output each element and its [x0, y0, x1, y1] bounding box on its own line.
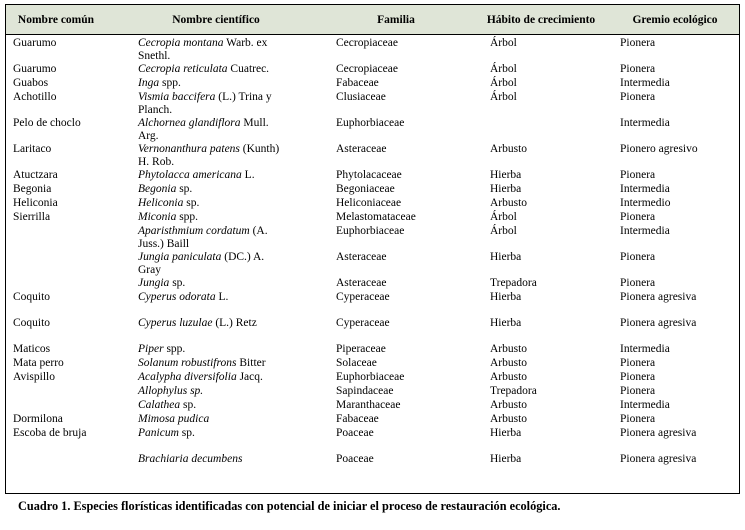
species-name: Cyperus luzulae — [138, 317, 213, 329]
table-row — [6, 371, 739, 385]
species-name: Vernonanthura patens — [138, 143, 240, 155]
table-row — [6, 183, 739, 197]
common-name-cell: Laritaco — [13, 143, 52, 155]
scientific-name-cell — [138, 453, 290, 466]
species-name: Inga — [138, 77, 160, 89]
scientific-name-cell — [138, 197, 290, 210]
table-caption: Cuadro 1. Especies florísticas identificadas con potencial de iniciar el proceso de restauración ecológica. — [18, 499, 561, 513]
scientific-name-cell — [138, 91, 290, 116]
table-row — [6, 37, 739, 63]
ecological-guild-cell: Pionera — [620, 277, 656, 289]
species-author: (L.) Trina y Planch. — [138, 91, 272, 116]
growth-habit-cell: Hierba — [490, 291, 522, 303]
growth-habit-cell: Hierba — [490, 427, 522, 439]
header-growth-habit: Hábito de crecimiento — [486, 13, 596, 26]
scientific-name-cell — [138, 385, 290, 398]
species-author: sp. — [169, 277, 186, 289]
species-author: (A. Juss.) Baill — [138, 225, 268, 250]
table-row — [6, 225, 739, 251]
species-author: Cuatrec. — [227, 63, 270, 75]
species-name: Heliconia — [138, 197, 184, 209]
common-name-cell: Dormilona — [13, 413, 63, 425]
family-cell: Melastomataceae — [336, 211, 416, 223]
scientific-name-cell — [138, 277, 290, 290]
species-name: Jungia paniculata — [138, 251, 222, 263]
common-name-cell: Coquito — [13, 317, 51, 329]
table-row — [6, 413, 739, 427]
species-name: Piper — [138, 343, 164, 355]
scientific-name-cell — [138, 117, 290, 142]
species-name: Cyperus odorata — [138, 291, 216, 303]
species-author: spp. — [176, 211, 199, 223]
family-cell: Phytolacaceae — [336, 169, 402, 181]
common-name-cell: Begonia — [13, 183, 52, 195]
ecological-guild-cell: Pionera — [620, 357, 656, 369]
family-cell: Cecropiaceae — [336, 63, 398, 75]
species-author: Warb. ex Snethl. — [138, 37, 268, 62]
family-cell: Fabaceae — [336, 77, 379, 89]
growth-habit-cell: Trepadora — [490, 277, 537, 289]
growth-habit-cell: Árbol — [490, 225, 517, 237]
species-name: Panicum — [138, 427, 179, 439]
ecological-guild-cell: Intermedia — [620, 117, 670, 129]
ecological-guild-cell: Pionera agresiva — [620, 453, 697, 465]
scientific-name-cell — [138, 343, 290, 356]
family-cell: Fabaceae — [336, 413, 379, 425]
scientific-name-cell — [138, 371, 290, 384]
header-common-name: Nombre común — [17, 13, 95, 26]
scientific-name-cell — [138, 169, 290, 182]
growth-habit-cell: Arbusto — [490, 143, 528, 155]
species-name: Cecropia montana — [138, 37, 224, 49]
scientific-name-cell — [138, 63, 290, 76]
header-scientific-name: Nombre científico — [172, 13, 260, 26]
common-name-cell: Guarumo — [13, 37, 57, 49]
table-row — [6, 427, 739, 453]
scientific-name-cell — [138, 143, 290, 168]
ecological-guild-cell: Pionera agresiva — [620, 317, 697, 329]
common-name-cell: Pelo de choclo — [13, 117, 81, 129]
growth-habit-cell: Arbusto — [490, 413, 528, 425]
scientific-name-cell — [138, 251, 290, 276]
table-row — [6, 251, 739, 277]
scientific-name-cell — [138, 317, 290, 330]
species-author: Mull. Arg. — [138, 117, 269, 142]
growth-habit-cell: Hierba — [490, 453, 522, 465]
ecological-guild-cell: Pionera — [620, 413, 656, 425]
scientific-name-cell — [138, 225, 290, 250]
species-author: spp. — [159, 77, 181, 89]
ecological-guild-cell: Pionera — [620, 385, 656, 397]
ecological-guild-cell: Intermedia — [620, 77, 670, 89]
family-cell: Euphorbiaceae — [336, 225, 405, 237]
growth-habit-cell: Árbol — [490, 77, 517, 89]
scientific-name-cell — [138, 357, 290, 370]
family-cell: Maranthaceae — [336, 399, 401, 411]
family-cell: Euphorbiaceae — [336, 117, 405, 129]
common-name-cell: Mata perro — [13, 357, 64, 369]
scientific-name-cell — [138, 413, 290, 426]
scientific-name-cell — [138, 77, 290, 90]
species-author: spp. — [163, 343, 186, 355]
species-author: Jacq. — [236, 371, 263, 383]
species-author: (L.) Retz — [212, 317, 257, 329]
ecological-guild-cell: Pionera — [620, 211, 656, 223]
family-cell: Solaceae — [336, 357, 377, 369]
species-name: Cecropia reticulata — [138, 63, 228, 75]
ecological-guild-cell: Pionera — [620, 91, 656, 103]
species-name: Aparisthmium cordatum — [138, 225, 250, 237]
family-cell: Poaceae — [336, 453, 374, 465]
ecological-guild-cell: Pionera agresiva — [620, 291, 697, 303]
family-cell: Asteraceae — [336, 277, 387, 289]
species-name: Alchornea glandiflora — [138, 117, 241, 129]
common-name-cell: Heliconia — [13, 197, 58, 209]
table-row — [6, 317, 739, 343]
family-cell: Sapindaceae — [336, 385, 394, 397]
family-cell: Cecropiaceae — [336, 37, 398, 49]
ecological-guild-cell: Intermedia — [620, 225, 670, 237]
ecological-guild-cell: Pionera — [620, 371, 656, 383]
table-row — [6, 277, 739, 291]
table-row — [6, 169, 739, 183]
table-header — [6, 5, 739, 35]
table-row — [6, 91, 739, 117]
ecological-guild-cell: Intermedio — [620, 197, 671, 209]
ecological-guild-cell: Intermedia — [620, 183, 670, 195]
family-cell: Piperaceae — [336, 343, 386, 355]
family-cell: Begoniaceae — [336, 183, 395, 195]
species-table — [5, 4, 740, 494]
header-ecological-guild: Gremio ecológico — [632, 13, 718, 26]
family-cell: Poaceae — [336, 427, 374, 439]
growth-habit-cell: Hierba — [490, 169, 522, 181]
scientific-name-cell — [138, 427, 290, 440]
ecological-guild-cell: Intermedia — [620, 399, 670, 411]
species-author: sp. — [176, 183, 193, 195]
species-name: Mimosa pudica — [138, 413, 210, 425]
table-row — [6, 197, 739, 211]
species-name: Begonia — [138, 183, 177, 195]
ecological-guild-cell: Pionera — [620, 37, 656, 49]
scientific-name-cell — [138, 399, 290, 412]
scientific-name-cell — [138, 183, 290, 196]
common-name-cell: Sierrilla — [13, 211, 51, 223]
ecological-guild-cell: Pionera — [620, 63, 656, 75]
growth-habit-cell: Arbusto — [490, 343, 528, 355]
ecological-guild-cell: Intermedia — [620, 343, 670, 355]
table-row — [6, 357, 739, 371]
species-name: Brachiaria decumbens — [138, 453, 243, 465]
scientific-name-cell — [138, 37, 290, 62]
growth-habit-cell: Hierba — [490, 183, 522, 195]
common-name-cell: Escoba de bruja — [13, 427, 87, 439]
common-name-cell: Atuctzara — [13, 169, 58, 181]
table-row — [6, 77, 739, 91]
species-name: Jungia — [138, 277, 170, 289]
scientific-name-cell — [138, 211, 290, 224]
table-row — [6, 211, 739, 225]
family-cell: Asteraceae — [336, 143, 387, 155]
ecological-guild-cell: Pionera — [620, 251, 656, 263]
species-author: (DC.) A. Gray — [138, 251, 265, 276]
common-name-cell: Achotillo — [13, 91, 57, 103]
family-cell: Asteraceae — [336, 251, 387, 263]
growth-habit-cell: Arbusto — [490, 197, 528, 209]
common-name-cell: Coquito — [13, 291, 51, 303]
table-row — [6, 143, 739, 169]
family-cell: Clusiaceae — [336, 91, 386, 103]
species-name: Allophylus sp. — [138, 385, 204, 397]
table-row — [6, 453, 739, 479]
growth-habit-cell: Arbusto — [490, 371, 528, 383]
species-name: Phytolacca americana — [138, 169, 242, 181]
table-body — [6, 37, 739, 479]
growth-habit-cell: Árbol — [490, 211, 517, 223]
family-cell: Cyperaceae — [336, 317, 390, 329]
growth-habit-cell: Árbol — [490, 91, 517, 103]
table-row — [6, 385, 739, 399]
growth-habit-cell: Arbusto — [490, 357, 528, 369]
growth-habit-cell: Trepadora — [490, 385, 537, 397]
table-row — [6, 291, 739, 317]
species-name: Vismia baccifera — [138, 91, 216, 103]
species-name: Miconia — [138, 211, 177, 223]
header-family: Familia — [377, 13, 415, 26]
ecological-guild-cell: Pionera — [620, 169, 656, 181]
species-author: sp. — [178, 427, 195, 439]
growth-habit-cell: Árbol — [490, 37, 517, 49]
growth-habit-cell: Arbusto — [490, 399, 528, 411]
species-author: L. — [241, 169, 255, 181]
species-author: sp. — [183, 197, 200, 209]
common-name-cell: Avispillo — [13, 371, 55, 383]
species-author: Bitter — [236, 357, 266, 369]
species-name: Calathea — [138, 399, 181, 411]
table-row — [6, 63, 739, 77]
table-row — [6, 117, 739, 143]
table-row — [6, 399, 739, 413]
family-cell: Heliconiaceae — [336, 197, 402, 209]
ecological-guild-cell: Pionera agresiva — [620, 427, 697, 439]
species-author: L. — [215, 291, 229, 303]
species-name: Solanum robustifrons — [138, 357, 237, 369]
growth-habit-cell: Árbol — [490, 63, 517, 75]
table-row — [6, 343, 739, 357]
scientific-name-cell — [138, 291, 290, 304]
common-name-cell: Maticos — [13, 343, 51, 355]
growth-habit-cell: Hierba — [490, 251, 522, 263]
family-cell: Cyperaceae — [336, 291, 390, 303]
ecological-guild-cell: Pionero agresivo — [620, 143, 698, 155]
common-name-cell: Guarumo — [13, 63, 57, 75]
species-name: Acalypha diversifolia — [138, 371, 237, 383]
growth-habit-cell: Hierba — [490, 317, 522, 329]
species-author: (Kunth) H. Rob. — [138, 143, 280, 168]
species-author: sp. — [180, 399, 197, 411]
common-name-cell: Guabos — [13, 77, 49, 89]
family-cell: Euphorbiaceae — [336, 371, 405, 383]
